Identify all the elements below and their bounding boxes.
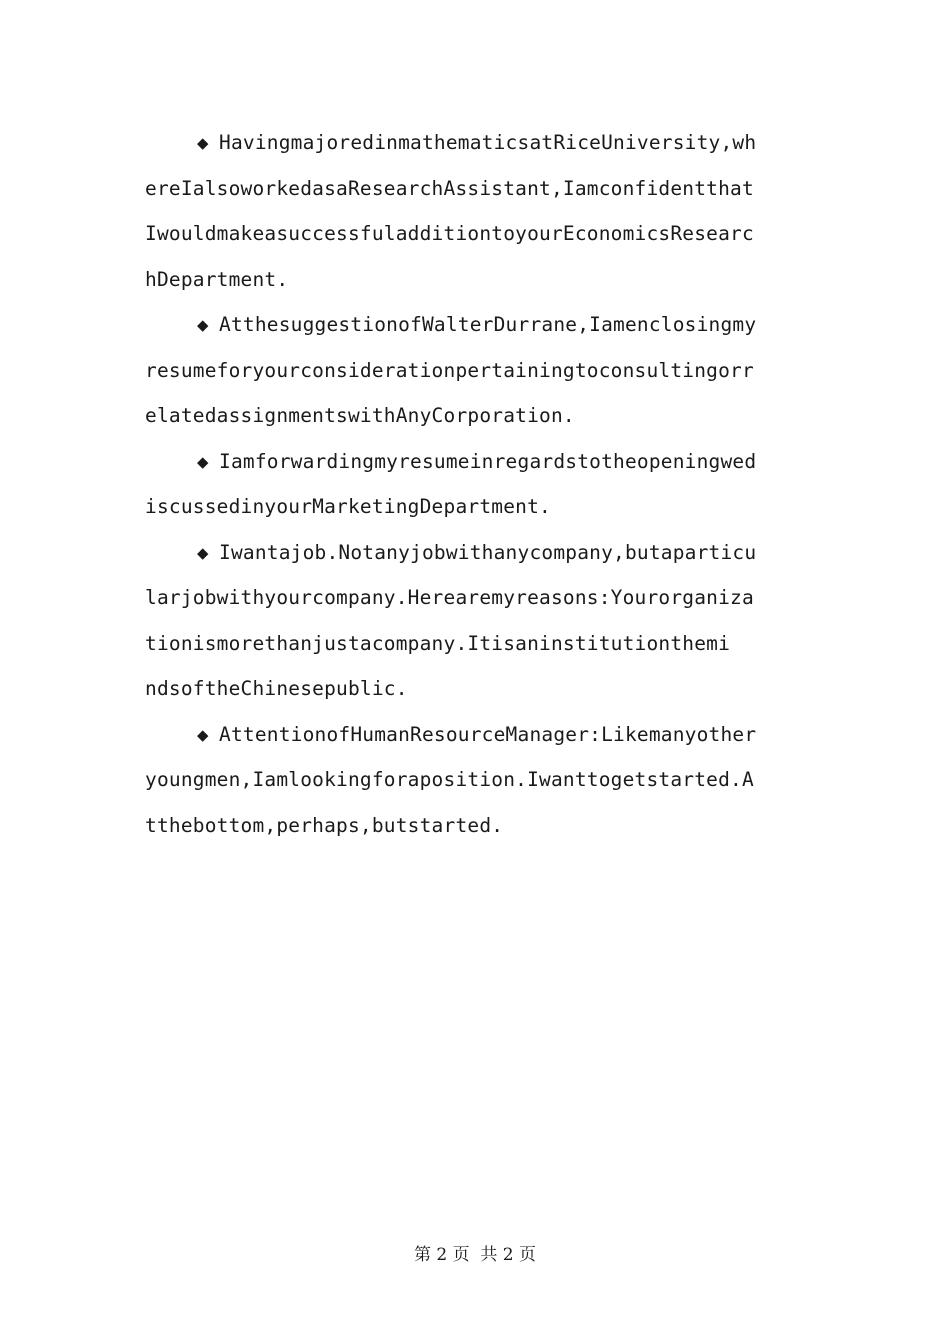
paragraph-4 xyxy=(145,530,795,712)
paragraph-line: resumeforyourconsiderationpertainingtoconsultingorr xyxy=(145,358,754,382)
page-number-footer: 第 2 页 共 2 页 xyxy=(413,1245,537,1265)
diamond-bullet-icon: ◆ xyxy=(197,314,209,336)
paragraph-line: youngmen,Iamlookingforaposition.Iwanttogetstarted.A xyxy=(145,768,754,791)
paragraph-line: ◆ Iamforwardingmyresumeinregardstotheopeningwed xyxy=(145,439,795,485)
paragraph-line: IwouldmakeasuccessfuladditiontoyourEconomicsResearc xyxy=(145,222,754,245)
paragraph-line: ◆ AttentionofHumanResourceManager:Likemanyother xyxy=(145,712,795,758)
paragraph-line: elatedassignmentswithAnyCorporation. xyxy=(145,404,575,427)
paragraph-line: larjobwithyourcompany.Herearemyreasons:Yourorganiza xyxy=(145,586,754,609)
paragraph-3 xyxy=(145,439,795,530)
paragraph-line: ◆ Iwantajob.Notanyjobwithanycompany,butaparticu xyxy=(145,530,795,576)
paragraph-line: ◆ AtthesuggestionofWalterDurrane,Iamenclosingmy xyxy=(145,302,795,348)
diamond-bullet-icon: ◆ xyxy=(197,450,209,473)
paragraph-line: ereIalsoworkedasaResearchAssistant,Iamconfidentthat xyxy=(145,176,754,200)
document-body xyxy=(145,120,795,848)
paragraph-line: iscussedinyourMarketingDepartment. xyxy=(145,495,551,518)
diamond-bullet-icon: ◆ xyxy=(197,723,209,746)
paragraph-1 xyxy=(145,120,795,302)
paragraph-line: ◆ HavingmajoredinmathematicsatRiceUniversity,wh xyxy=(145,120,795,166)
diamond-bullet-icon: ◆ xyxy=(197,132,209,154)
paragraph-5 xyxy=(145,712,795,849)
diamond-bullet-icon: ◆ xyxy=(197,541,209,564)
paragraph-2 xyxy=(145,302,795,439)
paragraph-line: tionismorethanjustacompany.Itisaninstitutionthemi xyxy=(145,631,731,655)
paragraph-line: ndsoftheChinesepublic. xyxy=(145,677,408,700)
paragraph-line: tthebottom,perhaps,butstarted. xyxy=(145,813,504,837)
paragraph-line: hDepartment. xyxy=(145,267,289,291)
